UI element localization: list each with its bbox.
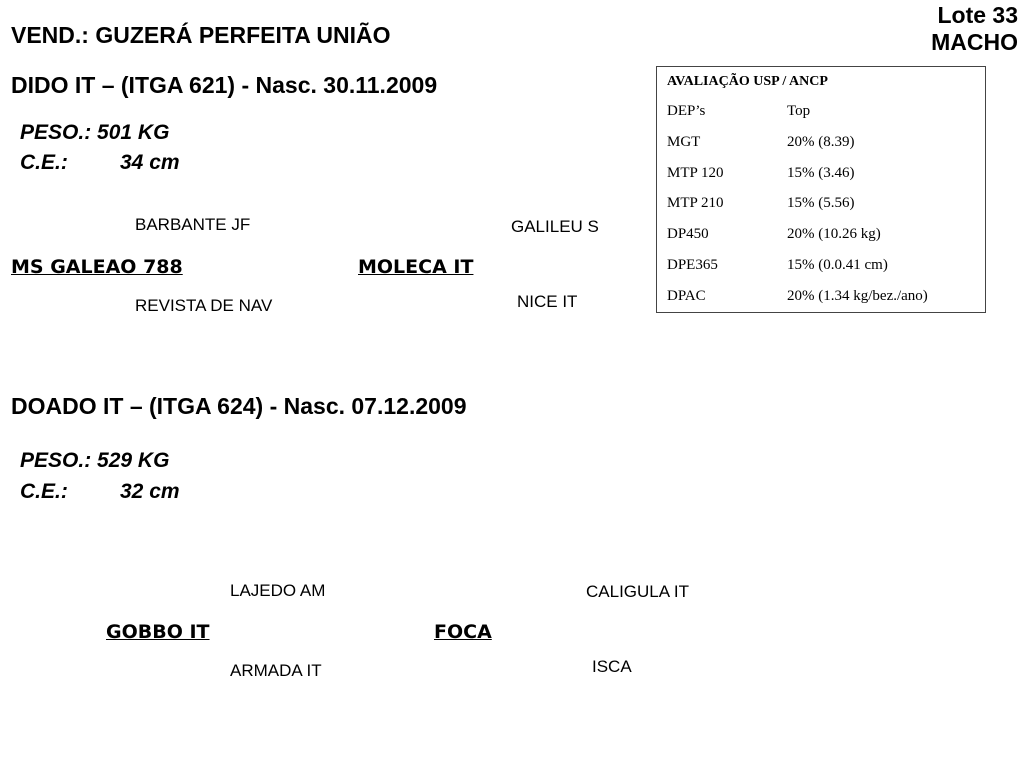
animal2-dam-dam: ISCA <box>592 657 632 676</box>
animal2-scrotal <box>20 480 180 504</box>
animal2-dam-sire: CALIGULA IT <box>586 582 689 601</box>
weight-value: 501 KG <box>97 121 170 144</box>
weight-label: PESO.: <box>20 121 92 144</box>
weight-value: 529 KG <box>97 449 170 472</box>
evaluation-label: DP450 <box>667 226 709 243</box>
animal2-weight <box>20 449 169 473</box>
evaluation-table <box>656 66 986 313</box>
evaluation-label: DEP’s <box>667 103 706 120</box>
animal2-dam: FOCA <box>434 621 492 643</box>
animal2-sire: GOBBO IT <box>106 621 210 643</box>
evaluation-row <box>657 281 986 313</box>
scrotal-label: C.E.: <box>20 480 68 503</box>
animal1-sire: MS GALEAO 788 <box>11 256 183 278</box>
animal1-sire-dam: REVISTA DE NAV <box>135 296 273 315</box>
animal1-weight <box>20 121 169 145</box>
animal1-dam: MOLECA IT <box>358 256 474 278</box>
weight-label: PESO.: <box>20 449 92 472</box>
animal2-title: DOADO IT – (ITGA 624) - Nasc. 07.12.2009 <box>11 393 467 419</box>
evaluation-title: AVALIAÇÃO USP / ANCP <box>667 73 828 89</box>
evaluation-label: DPE365 <box>667 256 718 273</box>
evaluation-value: 20% (10.26 kg) <box>787 226 881 243</box>
evaluation-value: 15% (5.56) <box>787 195 855 212</box>
seller-title: VEND.: GUZERÁ PERFEITA UNIÃO <box>11 22 391 48</box>
scrotal-value: 34 cm <box>120 151 180 174</box>
evaluation-value: 15% (0.0.41 cm) <box>787 256 888 273</box>
lot-number: Lote 33 <box>937 2 1018 28</box>
evaluation-label: MTP 210 <box>667 195 724 212</box>
evaluation-row <box>657 189 986 220</box>
evaluation-value: 20% (1.34 kg/bez./ano) <box>787 287 928 304</box>
animal1-dam-sire: GALILEU S <box>511 217 599 236</box>
evaluation-value: 15% (3.46) <box>787 164 855 181</box>
animal1-scrotal <box>20 151 180 175</box>
evaluation-row <box>657 219 986 250</box>
evaluation-label: MTP 120 <box>667 164 724 181</box>
evaluation-label: DPAC <box>667 287 706 304</box>
animal1-dam-dam: NICE IT <box>517 292 578 311</box>
scrotal-label: C.E.: <box>20 151 68 174</box>
evaluation-row <box>657 127 986 158</box>
lot-sex: MACHO <box>931 29 1018 55</box>
evaluation-value: Top <box>787 103 811 120</box>
animal1-title: DIDO IT – (ITGA 621) - Nasc. 30.11.2009 <box>11 72 438 98</box>
lot-header <box>931 2 1018 56</box>
evaluation-label: MGT <box>667 133 701 150</box>
evaluation-row <box>657 250 986 281</box>
evaluation-row <box>657 158 986 189</box>
animal2-sire-dam: ARMADA IT <box>230 661 322 680</box>
scrotal-value: 32 cm <box>120 480 180 503</box>
evaluation-value: 20% (8.39) <box>787 133 855 150</box>
animal2-sire-sire: LAJEDO AM <box>230 581 326 600</box>
animal1-sire-sire: BARBANTE JF <box>135 215 251 234</box>
evaluation-row <box>657 96 986 127</box>
